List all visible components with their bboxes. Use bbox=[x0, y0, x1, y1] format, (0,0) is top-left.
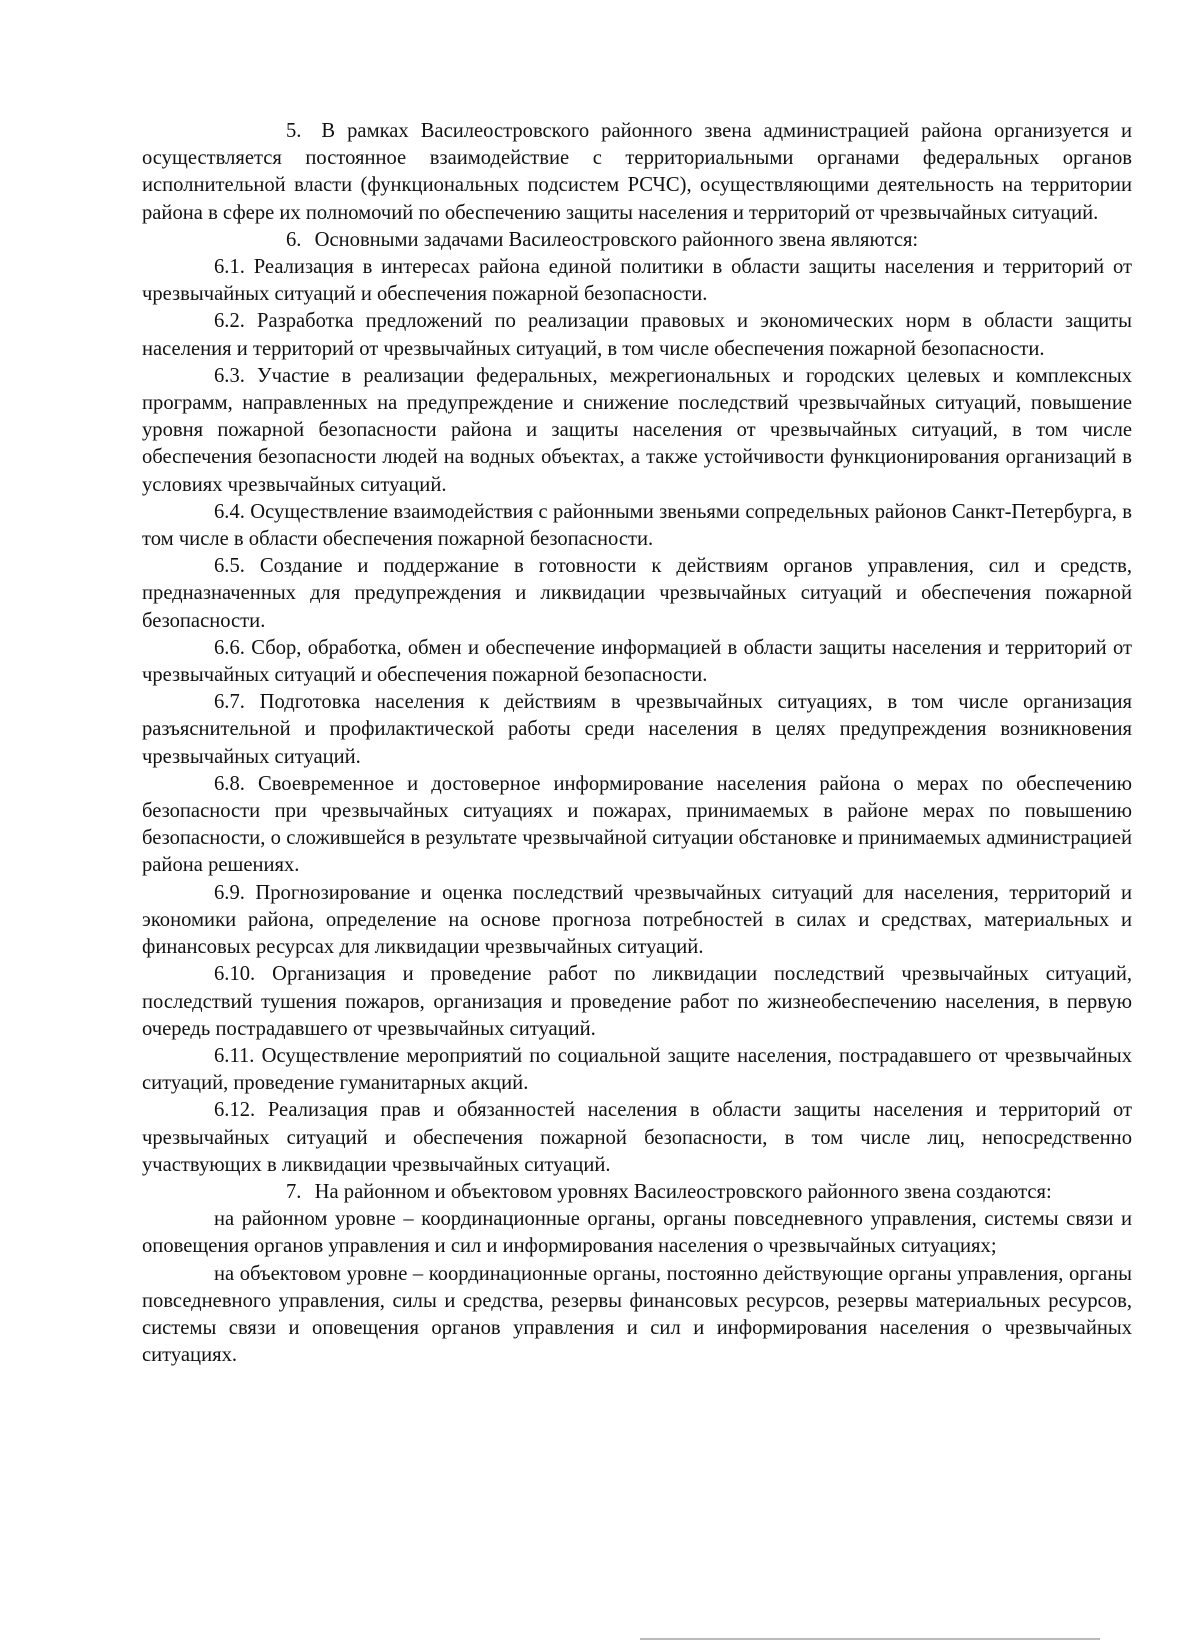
paragraph-text: На районном и объектовом уровнях Василеостровского районного звена создаются: bbox=[314, 1180, 1052, 1203]
paragraph-number: 6.3. bbox=[214, 364, 245, 387]
paragraph-text: В рамках Василеостровского районного звена администрацией района организуется и осуществляется постоянное взаимодействие с территориальными органами федеральных органов исполнительной власти (функциональных подсистем РСЧС), осуществляющими деятельность на территории района в сфере их полномочий по обеспечению защиты населения и территорий от чрезвычайных ситуаций. bbox=[142, 120, 1132, 224]
paragraph-district-level bbox=[142, 1206, 1132, 1260]
paragraph-number: 6.4. bbox=[214, 500, 245, 523]
paragraph-7 bbox=[142, 1179, 1132, 1206]
paragraph-number: 6.2. bbox=[214, 310, 245, 333]
paragraph-6-9 bbox=[142, 880, 1132, 962]
paragraph-text: Сбор, обработка, обмен и обеспечение информацией в области защиты населения и территорий от чрезвычайных ситуаций и обеспечения пожарной безопасности. bbox=[142, 636, 1132, 687]
paragraph-6-7 bbox=[142, 689, 1132, 771]
paragraph-text: Осуществление взаимодействия с районными звеньями сопредельных районов Санкт-Петербурга, в том числе в области обеспечения пожарной безопасности. bbox=[142, 500, 1132, 551]
paragraph-number: 6.10. bbox=[214, 963, 256, 986]
paragraph-text: Осуществление мероприятий по социальной защите населения, пострадавшего от чрезвычайных ситуаций, проведение гуманитарных акций. bbox=[142, 1044, 1132, 1095]
paragraph-6-4 bbox=[142, 499, 1132, 553]
paragraph-number: 5. bbox=[286, 120, 302, 142]
paragraph-text: Подготовка населения к действиям в чрезвычайных ситуациях, в том числе организация разъяснительной и профилактической работы среди населения в целях предупреждения возникновения чрезвычайных ситуаций. bbox=[142, 691, 1132, 768]
paragraph-number: 6.8. bbox=[214, 772, 245, 795]
paragraph-text: на объектовом уровне – координационные органы, постоянно действующие органы управления, органы повседневного управления, силы и средства, резервы финансовых ресурсов, резервы материальных ресурсов, системы связи и оповещения органов управления и сил и информирования населения о чрезвычайных ситуациях. bbox=[142, 1262, 1132, 1367]
paragraph-number: 6.9. bbox=[214, 881, 245, 904]
document-body bbox=[142, 118, 1132, 1369]
paragraph-number: 7. bbox=[286, 1180, 302, 1203]
scan-edge-line bbox=[640, 1638, 1100, 1640]
paragraph-text: Участие в реализации федеральных, межрегиональных и городских целевых и комплексных программ, направленных на предупреждение и снижение последствий чрезвычайных ситуаций, повышение уровня пожарной безопасности района и защиты населения от чрезвычайных ситуаций, в том числе обеспечения безопасности людей на водных объектах, а также устойчивости функционирования организаций в условиях чрезвычайных ситуаций. bbox=[142, 364, 1132, 496]
paragraph-text: Организация и проведение работ по ликвидации последствий чрезвычайных ситуаций, последствий тушения пожаров, организация и проведение работ по жизнеобеспечению населения, в первую очередь пострадавшего от чрезвычайных ситуаций. bbox=[142, 963, 1132, 1040]
paragraph-5 bbox=[142, 118, 1132, 227]
paragraph-6-1 bbox=[142, 254, 1132, 308]
paragraph-6 bbox=[142, 227, 1132, 254]
paragraph-text: на районном уровне – координационные органы, органы повседневного управления, системы связи и оповещения органов управления и сил и информирования населения о чрезвычайных ситуациях; bbox=[142, 1208, 1132, 1258]
paragraph-number: 6.12. bbox=[214, 1099, 256, 1122]
paragraph-text: Реализация в интересах района единой политики в области защиты населения и территорий от чрезвычайных ситуаций и обеспечения пожарной безопасности. bbox=[142, 256, 1132, 306]
paragraph-text: Реализация прав и обязанностей населения в области защиты населения и территорий от чрезвычайных ситуаций и обеспечения пожарной безопасности, в том числе лиц, непосредственно участвующих в ликвидации чрезвычайных ситуаций. bbox=[142, 1099, 1132, 1176]
paragraph-text: Создание и поддержание в готовности к действиям органов управления, сил и средств, предназначенных для предупреждения и ликвидации чрезвычайных ситуаций и обеспечения пожарной безопасности. bbox=[142, 555, 1132, 632]
paragraph-number: 6.11. bbox=[214, 1044, 255, 1067]
paragraph-6-11 bbox=[142, 1043, 1132, 1097]
paragraph-number: 6.7. bbox=[214, 691, 245, 714]
paragraph-number: 6.6. bbox=[214, 636, 245, 659]
paragraph-6-3 bbox=[142, 363, 1132, 499]
paragraph-6-5 bbox=[142, 553, 1132, 635]
paragraph-text: Прогнозирование и оценка последствий чрезвычайных ситуаций для населения, территорий и экономики района, определение на основе прогноза потребностей в силах и средствах, материальных и финансовых ресурсах для ликвидации чрезвычайных ситуаций. bbox=[142, 881, 1132, 959]
paragraph-text: Основными задачами Василеостровского районного звена являются: bbox=[314, 228, 919, 251]
paragraph-number: 6.5. bbox=[214, 555, 245, 578]
paragraph-text: Своевременное и достоверное информирование населения района о мерах по обеспечению безопасности при чрезвычайных ситуациях и пожарах, принимаемых в районе мерах по повышению безопасности, о сложившейся в результате чрезвычайной ситуации обстановке и принимаемых администрацией района решениях. bbox=[142, 772, 1132, 877]
paragraph-6-10 bbox=[142, 961, 1132, 1043]
paragraph-text: Разработка предложений по реализации правовых и экономических норм в области защиты населения и территорий от чрезвычайных ситуаций, в том числе обеспечения пожарной безопасности. bbox=[142, 310, 1132, 360]
paragraph-6-12 bbox=[142, 1097, 1132, 1179]
paragraph-6-8 bbox=[142, 771, 1132, 880]
paragraph-number: 6. bbox=[286, 228, 302, 251]
paragraph-object-level bbox=[142, 1261, 1132, 1370]
paragraph-6-6 bbox=[142, 635, 1132, 689]
paragraph-number: 6.1. bbox=[214, 256, 245, 279]
paragraph-6-2 bbox=[142, 308, 1132, 362]
